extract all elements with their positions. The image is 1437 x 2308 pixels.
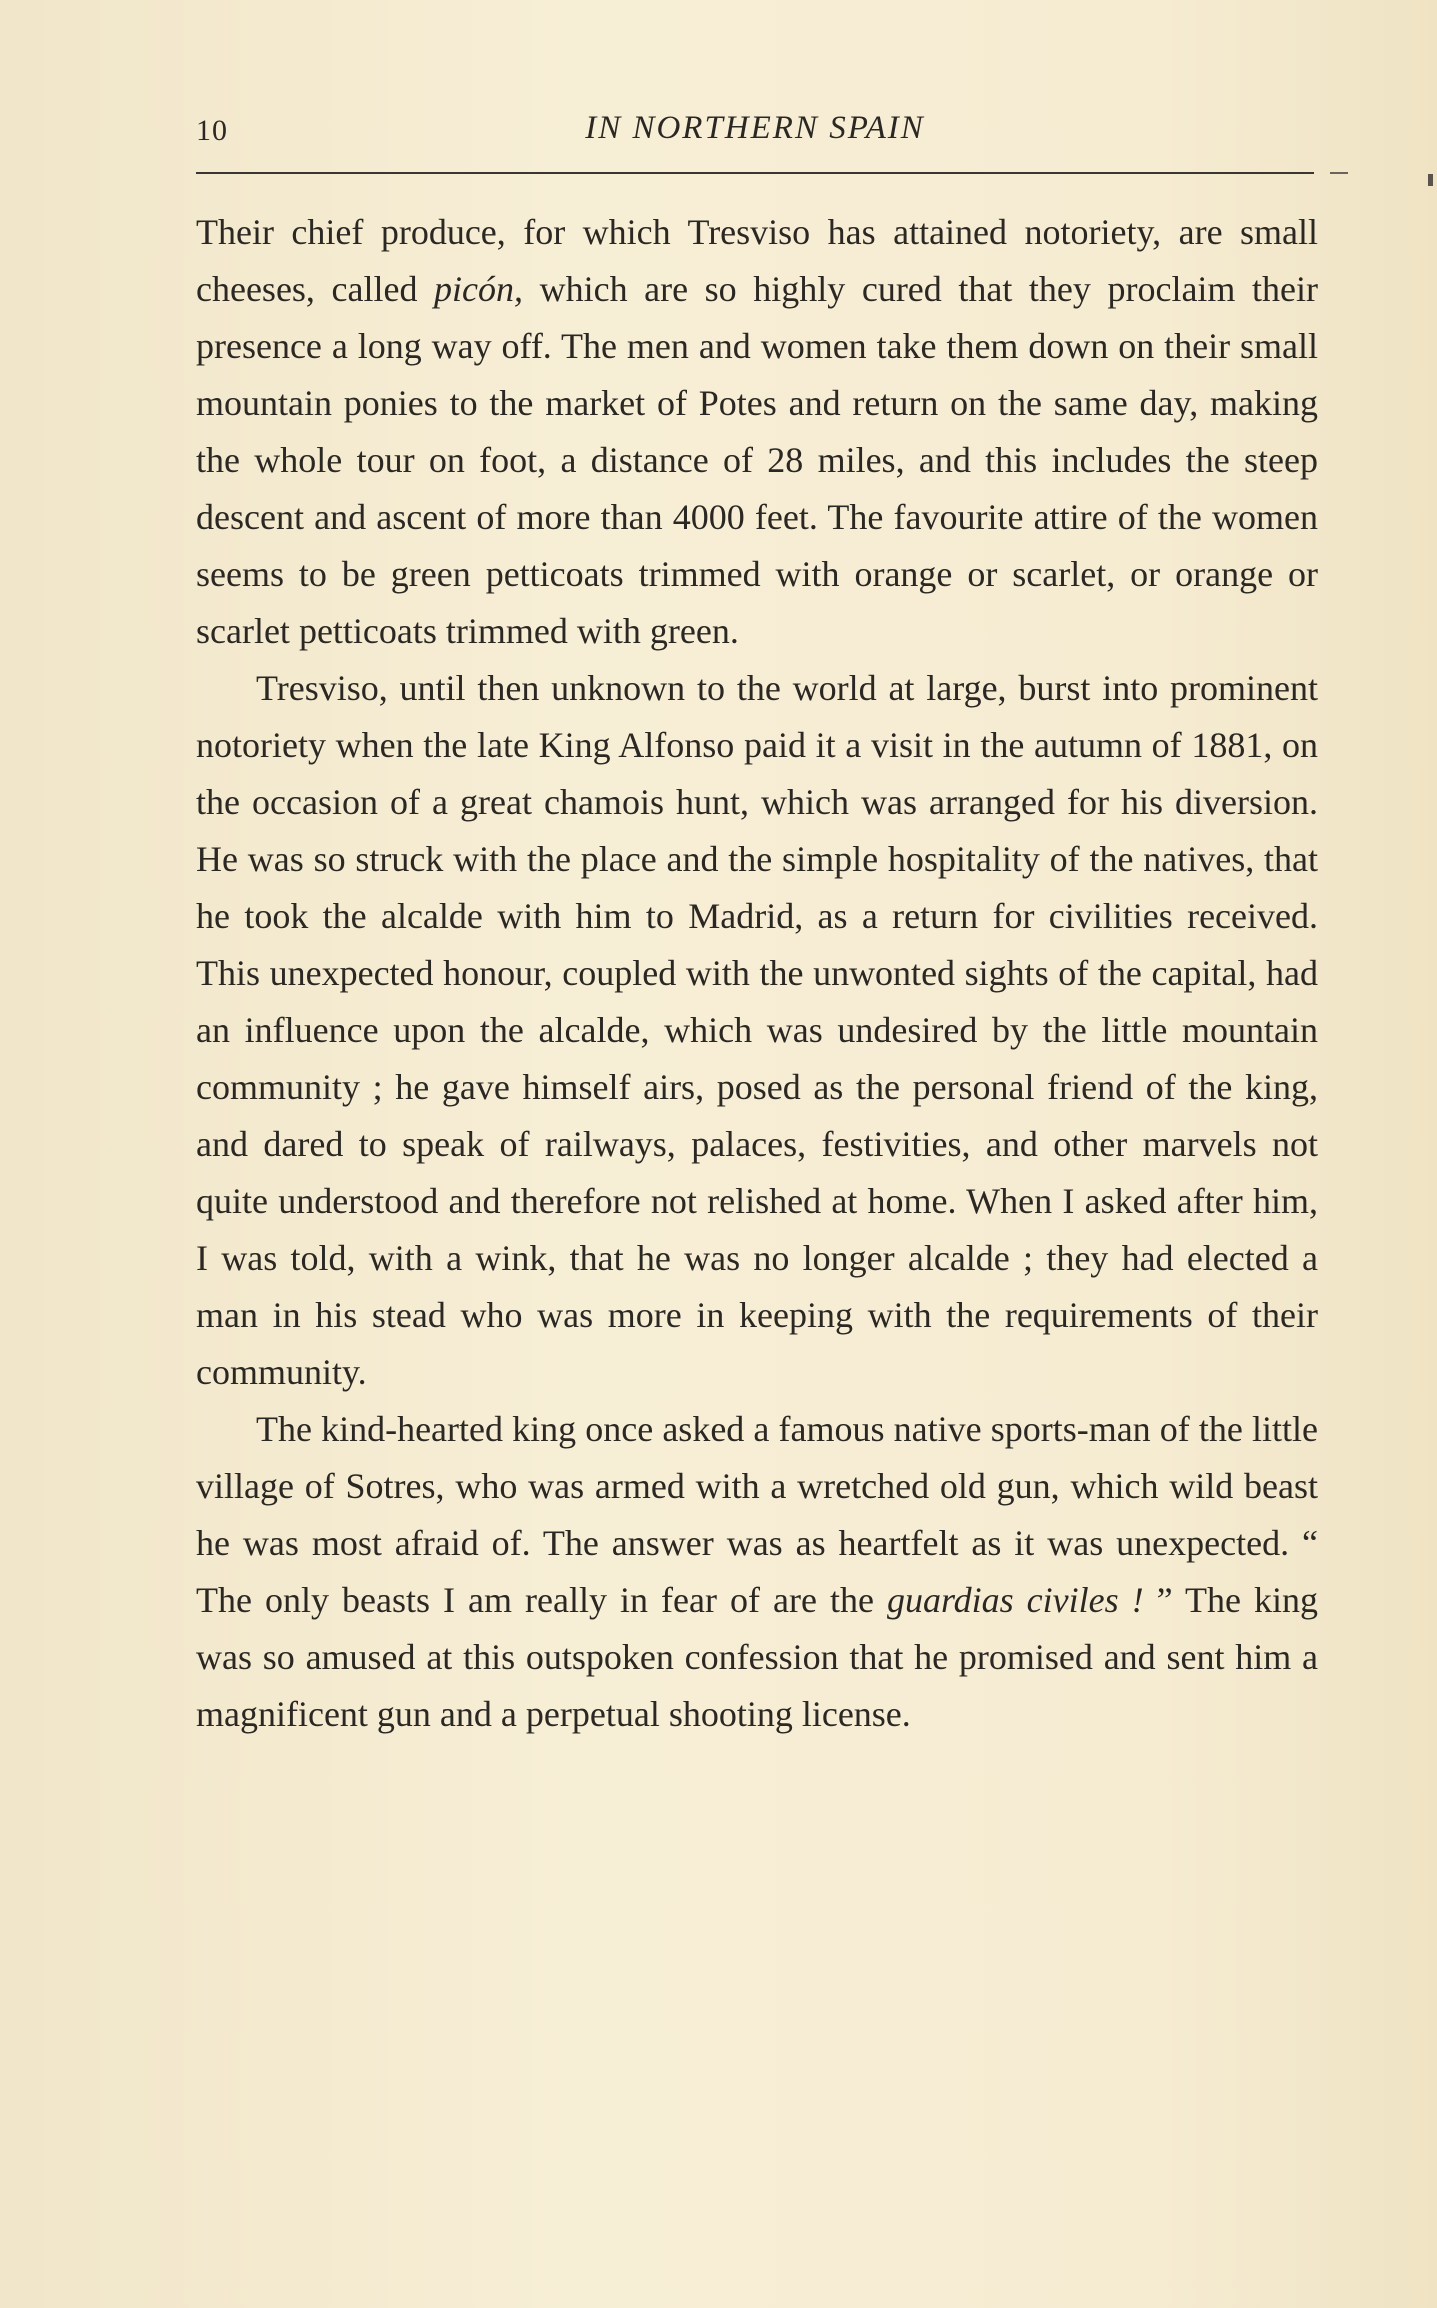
paragraph-1 bbox=[196, 204, 1318, 660]
paragraph-3-italic: guardias civiles ! bbox=[886, 1580, 1144, 1620]
paragraph-1-italic: picón, bbox=[434, 269, 524, 309]
header-rule bbox=[196, 172, 1314, 174]
paragraph-1-text-a: Their chief produce, for which Tresviso has attained notoriety, are small cheeses, called bbox=[196, 212, 1318, 309]
body-text bbox=[196, 204, 1318, 1743]
paragraph-2: Tresviso, until then unknown to the world at large, burst into prominent notoriety when the late King Alfonso paid it a visit in the autumn of 1881, on the occasion of a great chamois hunt, which was arranged for his diversion. He was so struck with the place and the simple hospitality of the natives, that he took the alcalde with him to Madrid, as a return for civilities received. This unexpected honour, coupled with the unwonted sights of the capital, had an influence upon the alcalde, which was undesired by the little mountain community ; he gave himself airs, posed as the personal friend of the king, and dared to speak of railways, palaces, festivities, and other marvels not quite understood and therefore not relished at home. When I asked after him, I was told, with a wink, that he was no longer alcalde ; they had elected a man in his stead who was more in keeping with the requirements of their community. bbox=[196, 668, 1318, 1392]
paragraph-1-text-b: which are so highly cured that they proclaim their presence a long way off. The men and women take them down on their small mountain ponies to the market of Potes and return on the same day, making the whole tour on foot, a distance of 28 miles, and this includes the steep descent and ascent of more than 4000 feet. The favourite attire of the women seems to be green petticoats trimmed with orange or scarlet, or orange or scarlet petticoats trimmed with green. bbox=[196, 269, 1318, 651]
paragraph-3 bbox=[196, 1401, 1318, 1743]
paragraph-3-text-b: ” The king was so amused at this outspoken confession that he promised and sent him a magnificent gun and a perpetual shooting license. bbox=[196, 1580, 1318, 1734]
rule-dash bbox=[1330, 172, 1348, 174]
page-number: 10 bbox=[196, 114, 228, 147]
paragraph-3-text-a: The kind-hearted king once asked a famous native sports-man of the little village of Sotres, who was armed with a wretched old gun, which wild beast he was most afraid of. The answer was as heartfelt as it was unexpected. “ The only beasts I am really in fear of are the bbox=[196, 1409, 1318, 1620]
edge-mark bbox=[1428, 174, 1433, 186]
running-head: IN NORTHERN SPAIN bbox=[585, 110, 925, 146]
page-header bbox=[196, 100, 1314, 160]
